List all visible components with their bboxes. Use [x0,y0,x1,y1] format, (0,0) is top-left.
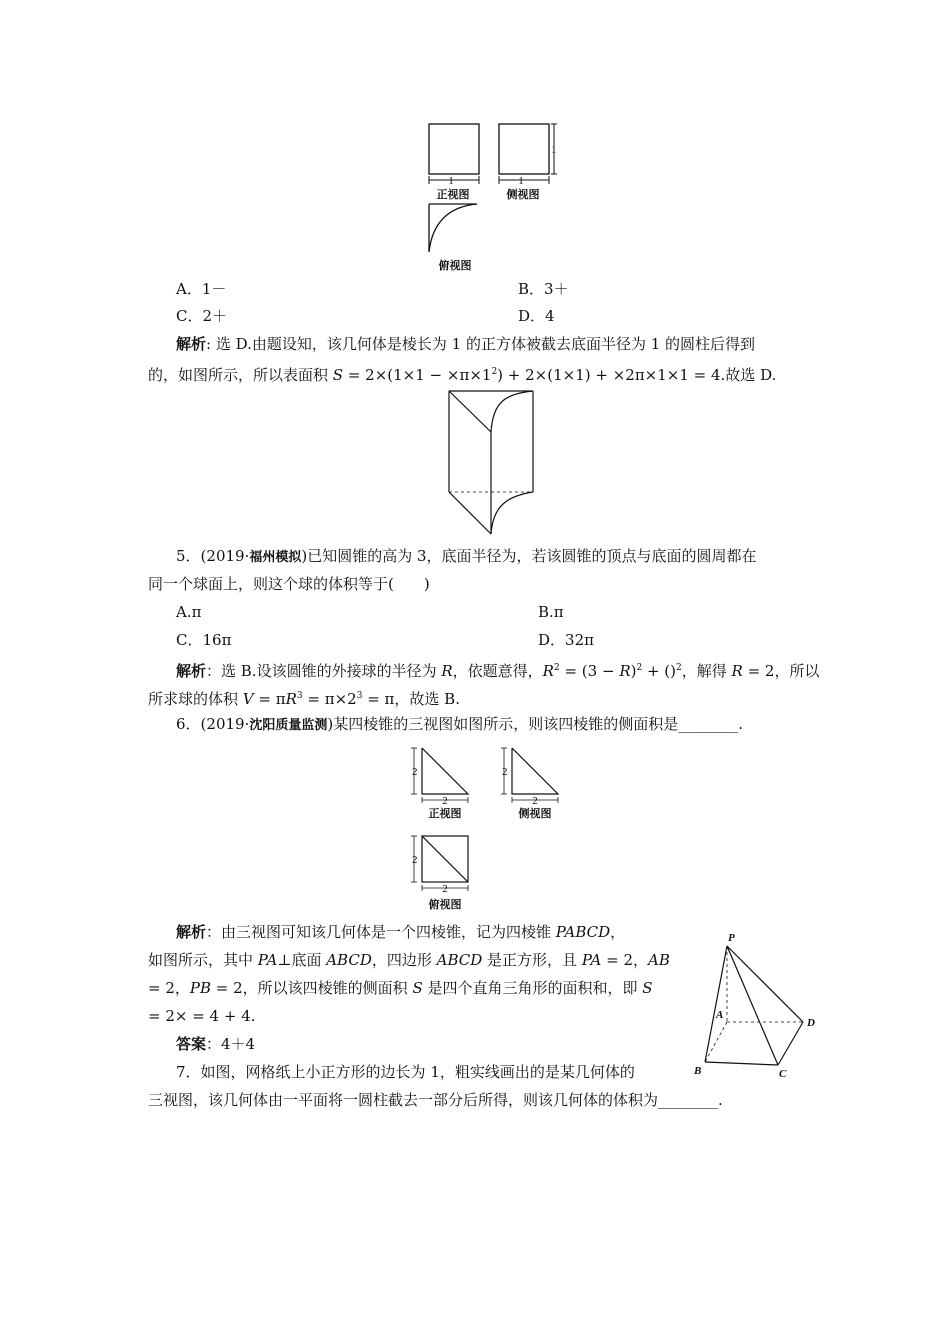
pyramid-figure [692,926,824,1078]
q5-source: 福州模拟 [249,550,302,565]
q5-line2: 同一个球面上，则这个球的体积等于( ) [148,575,430,593]
q7-line1: 7．如图，网格纸上小正方形的边长为 1，粗实线画出的是某几何体的 [176,1063,635,1081]
q4-option-c: C．2＋ [176,307,228,325]
q6-analysis-line2: 如图所示，其中 PA⊥底面 ABCD，四边形 ABCD 是正方形，且 PA = 2，AB [148,951,670,969]
q6-analysis-line4: = 2× = 4 + 4. [148,1007,256,1025]
front-height-dim: 2 [412,766,418,778]
q5-analysis-line1: 解析：选 B.设该圆锥的外接球的半径为 R，依题意得，$R^2 = (3 - R)^2 + ()^2$，解得 R = 2，所以 [176,662,820,680]
three-view-figure-1 [420,118,560,278]
q4-analysis-line2: 的，如图所示，所以表面积 $S = 2\times(1\times 1 - \times\pi\times 1^2) + 2\times(1\times 1) + \times 2\pi\times 1\times 1 = 4$.故选 D. [148,366,777,384]
q5-option-d: D．32π [538,631,594,649]
side-height-dim: 2 [502,766,508,778]
q5-option-b: B.π [538,603,564,621]
q5-option-a: A.π [176,603,202,621]
side-dim-label: 1 [518,175,524,187]
point-a-label: A [716,1009,724,1021]
q6-top-view-label: 俯视图 [428,898,462,911]
top-width-dim: 2 [442,883,448,895]
q5-line1: 5．(2019·福州模拟)已知圆锥的高为 3，底面半径为，若该圆锥的顶点与底面的圆周都在 [176,547,757,565]
top-height-dim: 2 [412,854,418,866]
three-view-figure-2 [410,742,560,914]
side-height-label: 1 [551,144,557,156]
q5-option-c: C．16π [176,631,232,649]
q6-analysis-line3: = 2，PB = 2，所以该四棱锥的侧面积 S 是四个直角三角形的面积和，即 S [148,979,653,997]
q4-analysis-label: 解析 [176,335,207,353]
top-view-label: 俯视图 [438,259,472,272]
q6-front-view-label: 正视图 [428,807,462,820]
front-dim-label: 1 [448,175,454,187]
front-view-label: 正视图 [436,188,470,201]
side-width-dim: 2 [532,795,538,807]
point-d-label: D [807,1017,815,1029]
front-width-dim: 2 [442,795,448,807]
point-p-label: P [728,932,735,944]
q6-analysis-line1: 解析：由三视图可知该几何体是一个四棱锥，记为四棱锥 PABCD， [176,923,626,941]
q6-side-view-label: 侧视图 [518,807,552,820]
point-c-label: C [779,1068,787,1080]
cube-cylinder-figure [445,388,537,538]
q4-option-b: B．3＋ [518,280,569,298]
q4-analysis-line1: 解析: 选 D.由题设知，该几何体是棱长为 1 的正方体被截去底面半径为 1 的圆柱后得到 [176,335,756,353]
q5-analysis-line2: 所求球的体积 $V = \pi R^3 = \pi\times 2^3 = \pi$，故选 B. [148,690,460,708]
q6-line1: 6．(2019·沈阳质量监测)某四棱锥的三视图如图所示，则该四棱锥的侧面积是________. [176,715,743,733]
q7-line2: 三视图，该几何体由一平面将一圆柱截去一部分后所得，则该几何体的体积为________. [148,1091,723,1109]
side-view-label: 侧视图 [506,188,540,201]
q6-source: 沈阳质量监测 [249,718,328,733]
q4-option-d: D．4 [518,307,555,325]
q6-answer: 答案：4＋4 [176,1035,256,1053]
q4-option-a: A．1－ [176,280,227,298]
point-b-label: B [694,1065,702,1077]
